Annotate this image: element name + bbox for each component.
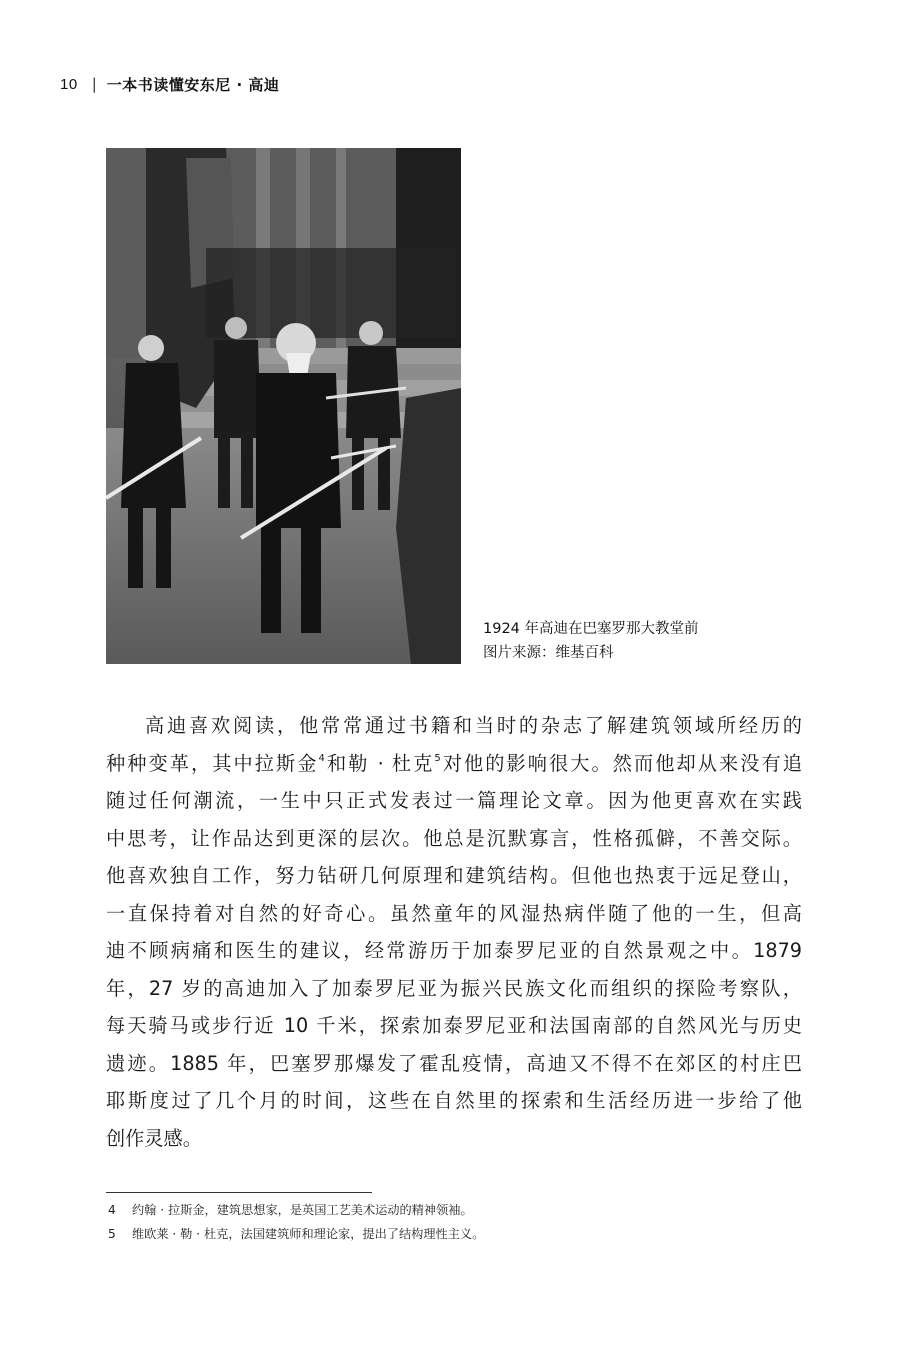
footnote-4 — [108, 1198, 484, 1222]
footnote-number: 5 — [108, 1227, 116, 1241]
text-line: 遗迹。1885 年，巴塞罗那爆发了霍乱疫情，高迪又不得不在郊区的村庄巴 — [106, 1051, 802, 1075]
text-line: 迪不顾病痛和医生的建议，经常游历于加泰罗尼亚的自然景观之中。1879 — [106, 939, 802, 962]
footnote-ref-5[interactable]: 5 — [434, 752, 441, 764]
page-number: 10 — [60, 75, 78, 93]
caption-title: 1924 年高迪在巴塞罗那大教堂前 — [483, 621, 699, 637]
footnote-divider — [106, 1192, 372, 1193]
footnote-number: 4 — [108, 1203, 116, 1217]
footnote-5 — [108, 1222, 484, 1246]
text-line: 他喜欢独自工作，努力钻研几何原理和建筑结构。但他也热衷于远足登山， — [106, 864, 802, 887]
footnote-ref-4[interactable]: 4 — [318, 752, 325, 764]
text-line: 随过任何潮流，一生中只正式发表过一篇理论文章。因为他更喜欢在实践 — [106, 789, 802, 812]
caption-source: 图片来源：维基百科 — [483, 645, 614, 661]
text-line: 创作灵感。 — [106, 1126, 202, 1150]
text-segment: 对他的影响很大。然而他却从来没有追 — [440, 751, 802, 775]
text-line: 每天骑马或步行近 10 千米，探索加泰罗尼亚和法国南部的自然风光与历史 — [106, 1014, 802, 1037]
text-line: 一直保持着对自然的好奇心。虽然童年的风湿热病伴随了他的一生，但高 — [106, 901, 802, 925]
text-line: 高迪喜欢阅读，他常常通过书籍和当时的杂志了解建筑领域所经历的 — [145, 714, 802, 737]
text-line: 中思考，让作品达到更深的层次。他总是沉默寡言，性格孤僻，不善交际。 — [106, 826, 802, 850]
text-segment: 种种变革，其中拉斯金 — [106, 751, 319, 775]
book-title: 一本书读懂安东尼 · 高迪 — [106, 75, 280, 94]
historical-photo — [106, 148, 461, 664]
running-header — [60, 72, 279, 96]
body-paragraph — [106, 707, 802, 1157]
footnote-text: 约翰 · 拉斯金，建筑思想家，是英国工艺美术运动的精神领袖。 — [132, 1203, 473, 1217]
text-segment: 和勒 · 杜克 — [324, 751, 435, 775]
text-line: 耶斯度过了几个月的时间，这些在自然里的探索和生活经历进一步给了他 — [106, 1089, 802, 1112]
header-separator: | — [91, 75, 97, 93]
text-line — [106, 745, 802, 783]
footnotes — [108, 1198, 484, 1246]
text-line: 年，27 岁的高迪加入了加泰罗尼亚为振兴民族文化而组织的探险考察队， — [106, 976, 802, 1000]
footnote-text: 维欧莱 · 勒 · 杜克，法国建筑师和理论家，提出了结构理性主义。 — [132, 1227, 485, 1241]
figure-caption — [483, 617, 699, 665]
